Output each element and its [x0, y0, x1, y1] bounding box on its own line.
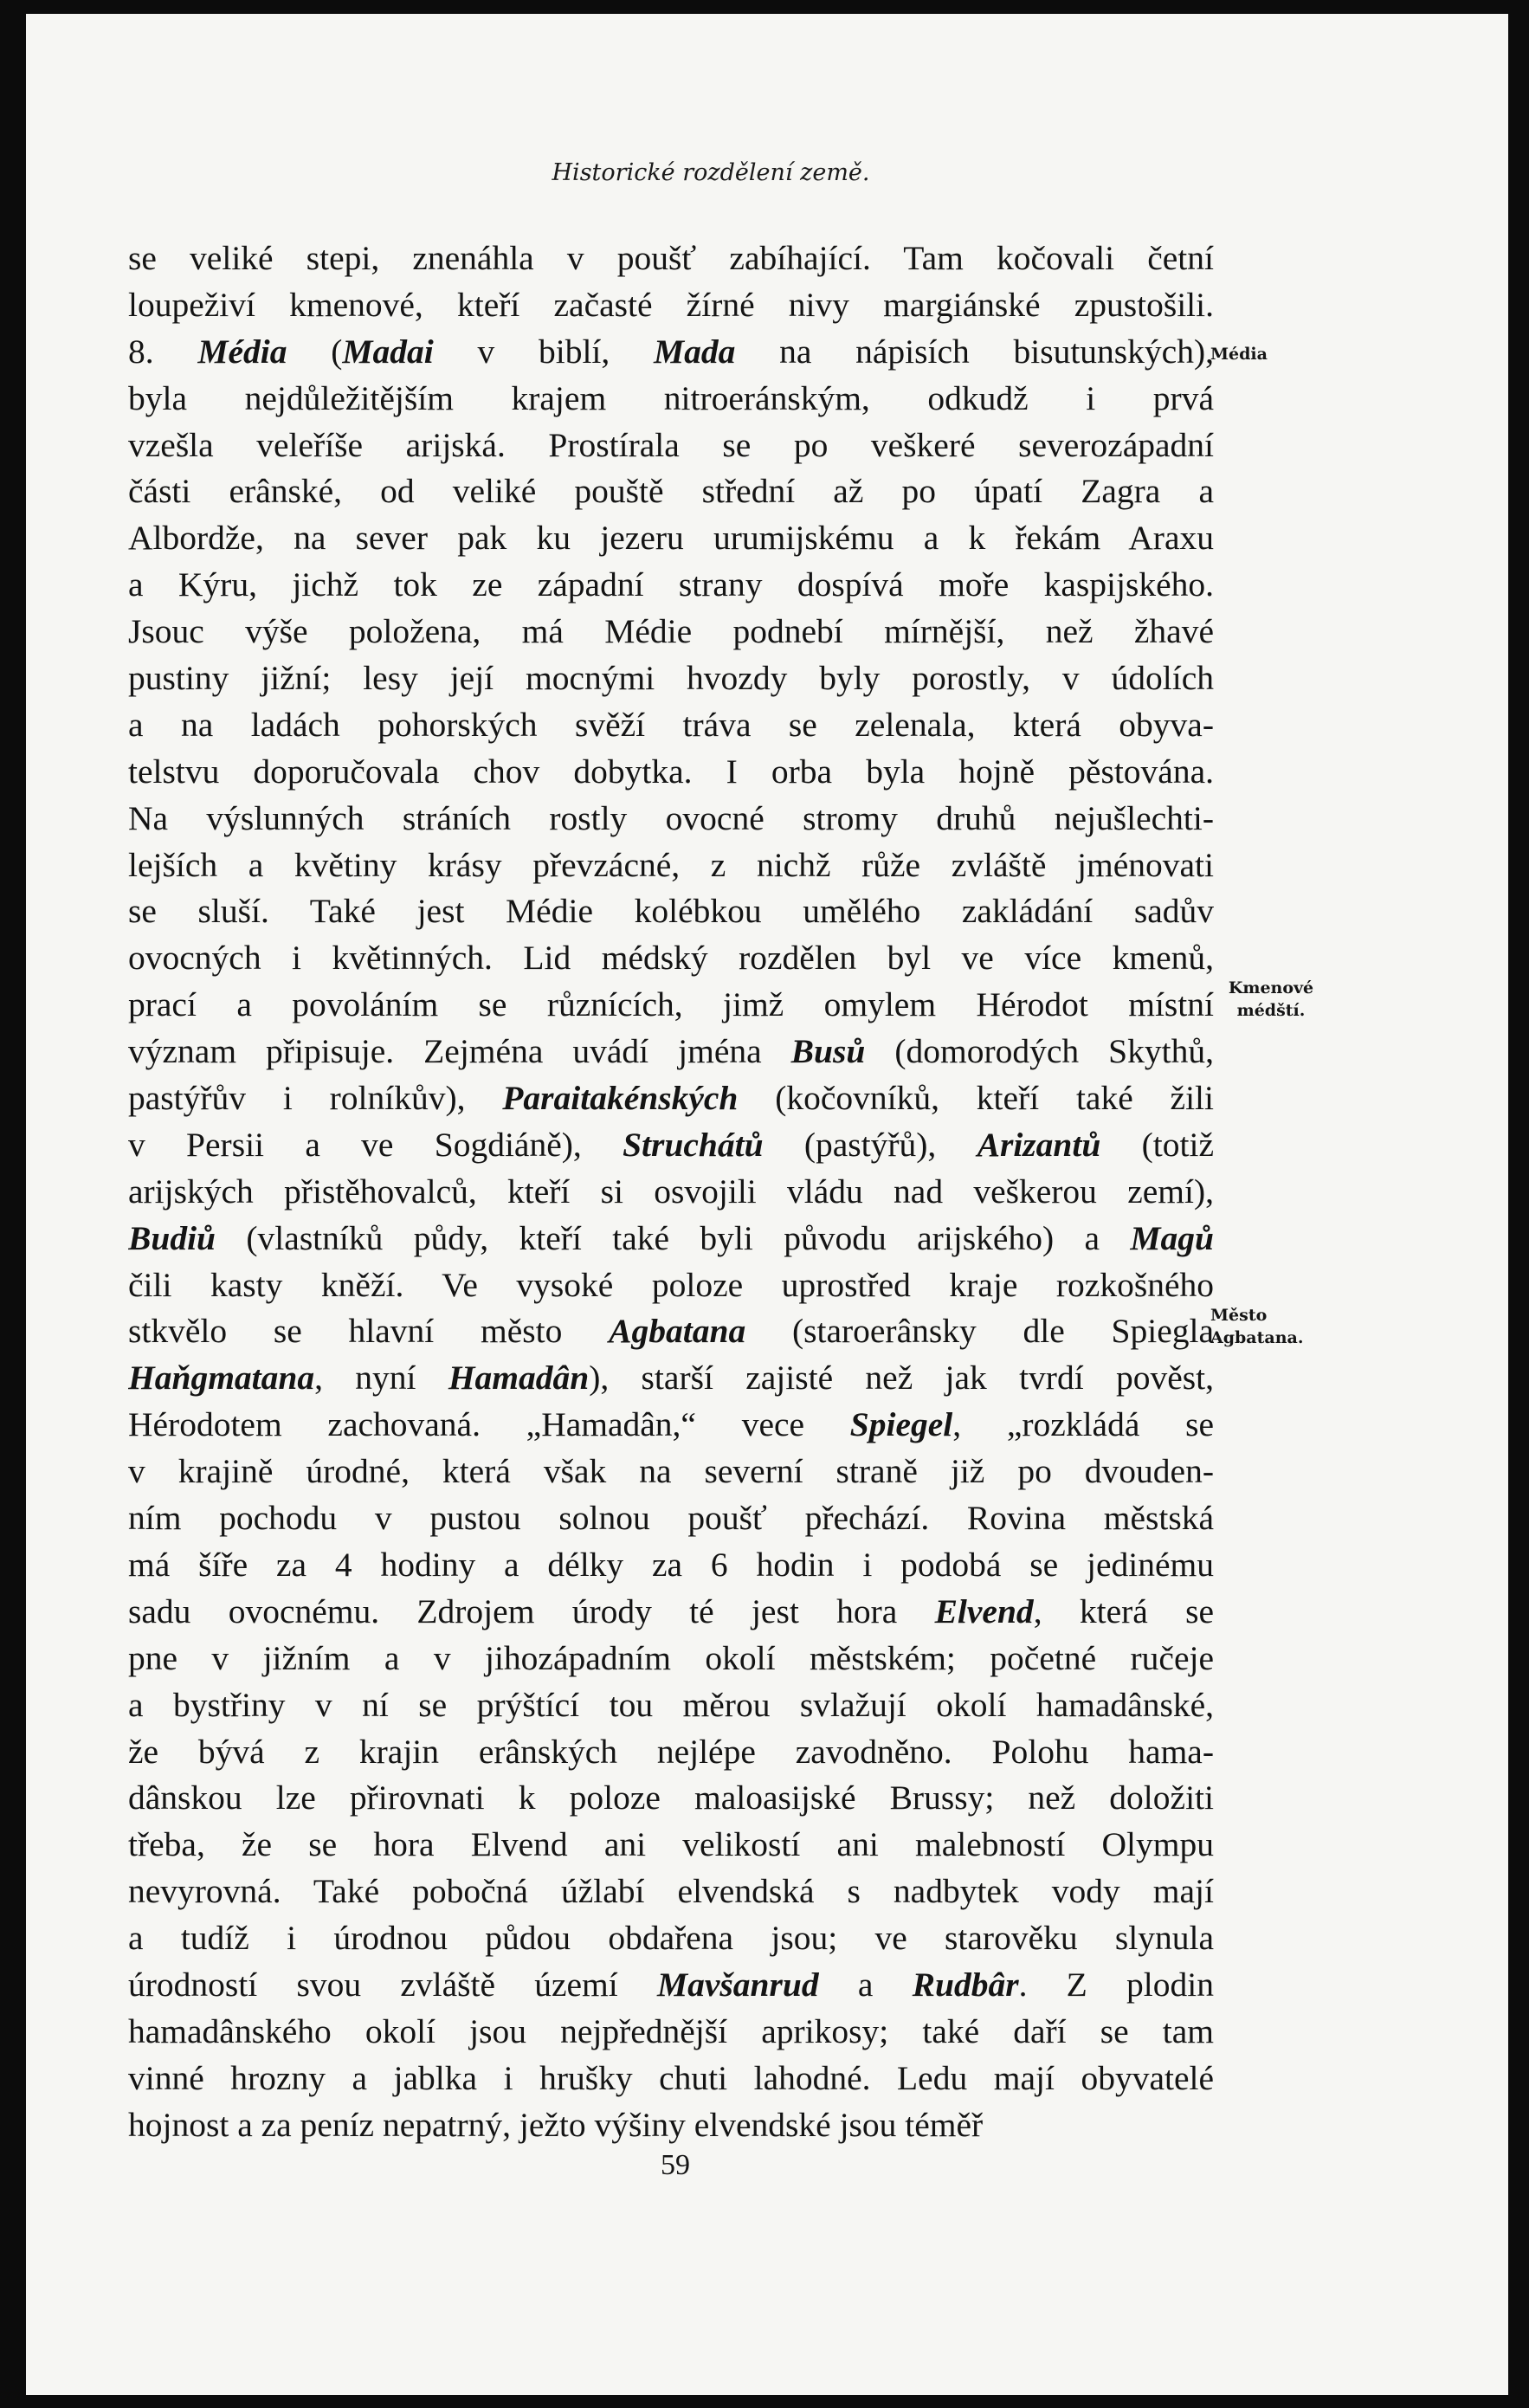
text-run: arijských přistěhovalců, kteří si osvojili vládu nad veškerou zemí),	[128, 1172, 1214, 1210]
italic-term: Madai	[342, 332, 434, 371]
text-run: prací a povoláním se různících, jimž omylem Hérodot místní	[128, 985, 1214, 1024]
text-run: ), starší zajisté než jak tvrdí pověst,	[589, 1359, 1214, 1398]
text-line	[128, 2102, 1214, 2149]
text-run: , která se	[1033, 1591, 1214, 1630]
italic-term: Mada	[654, 332, 736, 371]
text-run: na nápisích bisutunských),	[735, 332, 1214, 371]
text-line	[128, 1962, 1214, 2009]
main-text-column	[128, 236, 1214, 2149]
text-run: má šíře za 4 hodiny a délky za 6 hodin i podobá se jedinému	[128, 1545, 1214, 1584]
text-line	[128, 609, 1214, 655]
text-run: pne v jižním a v jihozápadním okolí městském; početné ručeje	[128, 1638, 1214, 1677]
text-line	[128, 1636, 1214, 1682]
text-run: Albordže, na sever pak ku jezeru urumijskému a k řekám Araxu	[128, 519, 1214, 558]
text-line	[128, 1869, 1214, 1915]
text-run: (domorodých Skythů,	[865, 1032, 1214, 1071]
text-line	[128, 1682, 1214, 1729]
text-line	[128, 842, 1214, 889]
text-run: se sluší. Také jest Médie kolébkou umělého zakládání sadův	[128, 892, 1214, 931]
text-run: , nyní	[314, 1359, 448, 1398]
text-line	[128, 1075, 1214, 1122]
book-page	[26, 14, 1508, 2395]
text-line	[128, 982, 1214, 1029]
text-line	[128, 329, 1214, 376]
text-run: Jsouc výše položena, má Médie podnebí mírnější, než žhavé	[128, 612, 1214, 651]
text-line	[128, 2056, 1214, 2102]
text-line	[128, 1915, 1214, 1962]
italic-term: Hamadân	[448, 1359, 590, 1398]
text-line	[128, 376, 1214, 423]
text-run: se veliké stepi, znenáhla v poušť zabíhající. Tam kočovali četní	[128, 239, 1214, 277]
text-run: v Persii a ve Sogdiáně),	[128, 1125, 623, 1164]
italic-term: Arizantů	[977, 1125, 1101, 1164]
text-line	[128, 1729, 1214, 1776]
text-run: hamadânského okolí jsou nejpřednější aprikosy; také daří se tam	[128, 2011, 1214, 2050]
margin-note-agbatana: Město Agbatana.	[1210, 1306, 1304, 1347]
text-run: (kočovníků, kteří také žili	[738, 1079, 1214, 1118]
text-run: (staroerânsky dle Spiegla	[745, 1312, 1214, 1351]
text-line	[128, 1029, 1214, 1075]
text-run: stkvělo se hlavní město	[128, 1312, 610, 1351]
text-line	[128, 1262, 1214, 1309]
text-run: a	[818, 1965, 913, 2004]
italic-term: Haňgmatana	[128, 1359, 315, 1398]
text-run: , „rozkládá se	[952, 1405, 1214, 1444]
italic-term: Agbatana	[609, 1312, 746, 1351]
text-line	[128, 1308, 1214, 1355]
text-line	[128, 2009, 1214, 2056]
text-run: . Z plodin	[1018, 1965, 1214, 2004]
text-line	[128, 282, 1214, 329]
text-line	[128, 702, 1214, 749]
text-line	[128, 1122, 1214, 1169]
italic-term: Magů	[1130, 1218, 1214, 1257]
text-line	[128, 796, 1214, 842]
italic-term: Rudbâr	[912, 1965, 1019, 2004]
text-run: sadu ovocnému. Zdrojem úrody té jest hora	[128, 1591, 935, 1630]
text-run: pustiny jižní; lesy její mocnými hvozdy byly porostly, v údolích	[128, 659, 1214, 698]
text-line	[128, 468, 1214, 515]
text-run: a bystřiny v ní se prýštící tou měrou svlažují okolí hamadânské,	[128, 1685, 1214, 1724]
text-line	[128, 1589, 1214, 1636]
text-line	[128, 236, 1214, 282]
text-run: lejších a květiny krásy převzácné, z nichž růže zvláště jménovati	[128, 845, 1214, 884]
text-run: části erânské, od veliké pouště střední až po úpatí Zagra a	[128, 472, 1214, 511]
text-run: (pastýřů),	[763, 1125, 977, 1164]
running-head: Historické rozdělení země.	[552, 159, 870, 186]
text-line	[128, 515, 1214, 562]
text-run: a tudíž i úrodnou půdou obdařena jsou; ve starověku slynula	[128, 1919, 1214, 1958]
italic-term: Budiů	[128, 1218, 216, 1257]
text-run: (vlastníků půdy, kteří také byli původu arijského) a	[216, 1218, 1131, 1257]
text-line	[128, 935, 1214, 982]
text-run: byla nejdůležitějším krajem nitroeránským, odkudž i prvá	[128, 378, 1214, 417]
text-run: 8.	[128, 332, 198, 371]
text-run: čili kasty kněží. Ve vysoké poloze uprostřed kraje rozkošného	[128, 1265, 1214, 1304]
text-line	[128, 1402, 1214, 1449]
text-line	[128, 1216, 1214, 1262]
text-line	[128, 423, 1214, 469]
italic-term: Elvend	[934, 1591, 1034, 1630]
text-run: a na ladách pohorských svěží tráva se zelenala, která obyva-	[128, 705, 1214, 744]
text-run: význam připisuje. Zejména uvádí jména	[128, 1032, 791, 1071]
text-run: nevyrovná. Také pobočná úžlabí elvendská s nadbytek vody mají	[128, 1872, 1214, 1911]
text-line	[128, 1169, 1214, 1216]
text-run: Hérodotem zachovaná. „Hamadân,“ vece	[128, 1405, 850, 1444]
margin-note-media: Média	[1210, 345, 1268, 364]
text-run: vzešla veleříše arijská. Prostírala se po veškeré severozápadní	[128, 425, 1214, 464]
text-run: (	[287, 332, 343, 371]
text-run: loupeživí kmenové, kteří začasté žírné nivy margiánské zpustošili.	[128, 285, 1214, 324]
text-run: ovocných i květinných. Lid médský rozdělen byl ve více kmenů,	[128, 939, 1214, 978]
text-run: a Kýru, jichž tok ze západní strany dospívá moře kaspijského.	[128, 565, 1214, 604]
text-line	[128, 1542, 1214, 1589]
text-line	[128, 562, 1214, 609]
text-run: třeba, že se hora Elvend ani velikostí ani malebností Olympu	[128, 1825, 1214, 1864]
margin-note-kmenove: Kmenové médští.	[1228, 978, 1314, 1020]
text-run: pastýřův i rolníkův),	[128, 1079, 503, 1118]
text-line	[128, 888, 1214, 935]
text-run: dânskou lze přirovnati k poloze maloasijské Brussy; než doložiti	[128, 1779, 1214, 1817]
text-run: ním pochodu v pustou solnou poušť přechází. Rovina městská	[128, 1499, 1214, 1538]
text-run: Na výslunných stráních rostly ovocné stromy druhů nejušlechti-	[128, 798, 1214, 837]
italic-term: Struchátů	[623, 1125, 764, 1164]
text-run: telstvu doporučovala chov dobytka. I orba byla hojně pěstována.	[128, 752, 1214, 791]
italic-term: Busů	[790, 1032, 866, 1071]
text-line	[128, 1495, 1214, 1542]
page-number: 59	[661, 2149, 690, 2181]
text-run: že bývá z krajin erânských nejlépe zavodněno. Polohu hama-	[128, 1732, 1214, 1771]
text-line	[128, 1822, 1214, 1869]
text-run: (totiž	[1100, 1125, 1214, 1164]
text-line	[128, 1355, 1214, 1402]
text-run: v krajině úrodné, která však na severní straně již po dvouden-	[128, 1452, 1214, 1491]
text-run: v biblí,	[433, 332, 654, 371]
text-line	[128, 655, 1214, 702]
italic-term: Média	[197, 332, 287, 371]
text-run: úrodností svou zvláště území	[128, 1965, 657, 2004]
italic-term: Paraitakénských	[502, 1079, 739, 1118]
text-line	[128, 1449, 1214, 1495]
text-run: hojnost a za peníz nepatrný, ježto výšiny elvendské jsou téměř	[128, 2105, 984, 2144]
italic-term: Spiegel	[849, 1405, 953, 1444]
italic-term: Mavšanrud	[657, 1965, 819, 2004]
text-line	[128, 1775, 1214, 1822]
text-run: vinné hrozny a jablka i hrušky chuti lahodné. Ledu mají obyvatelé	[128, 2058, 1214, 2097]
text-line	[128, 749, 1214, 796]
